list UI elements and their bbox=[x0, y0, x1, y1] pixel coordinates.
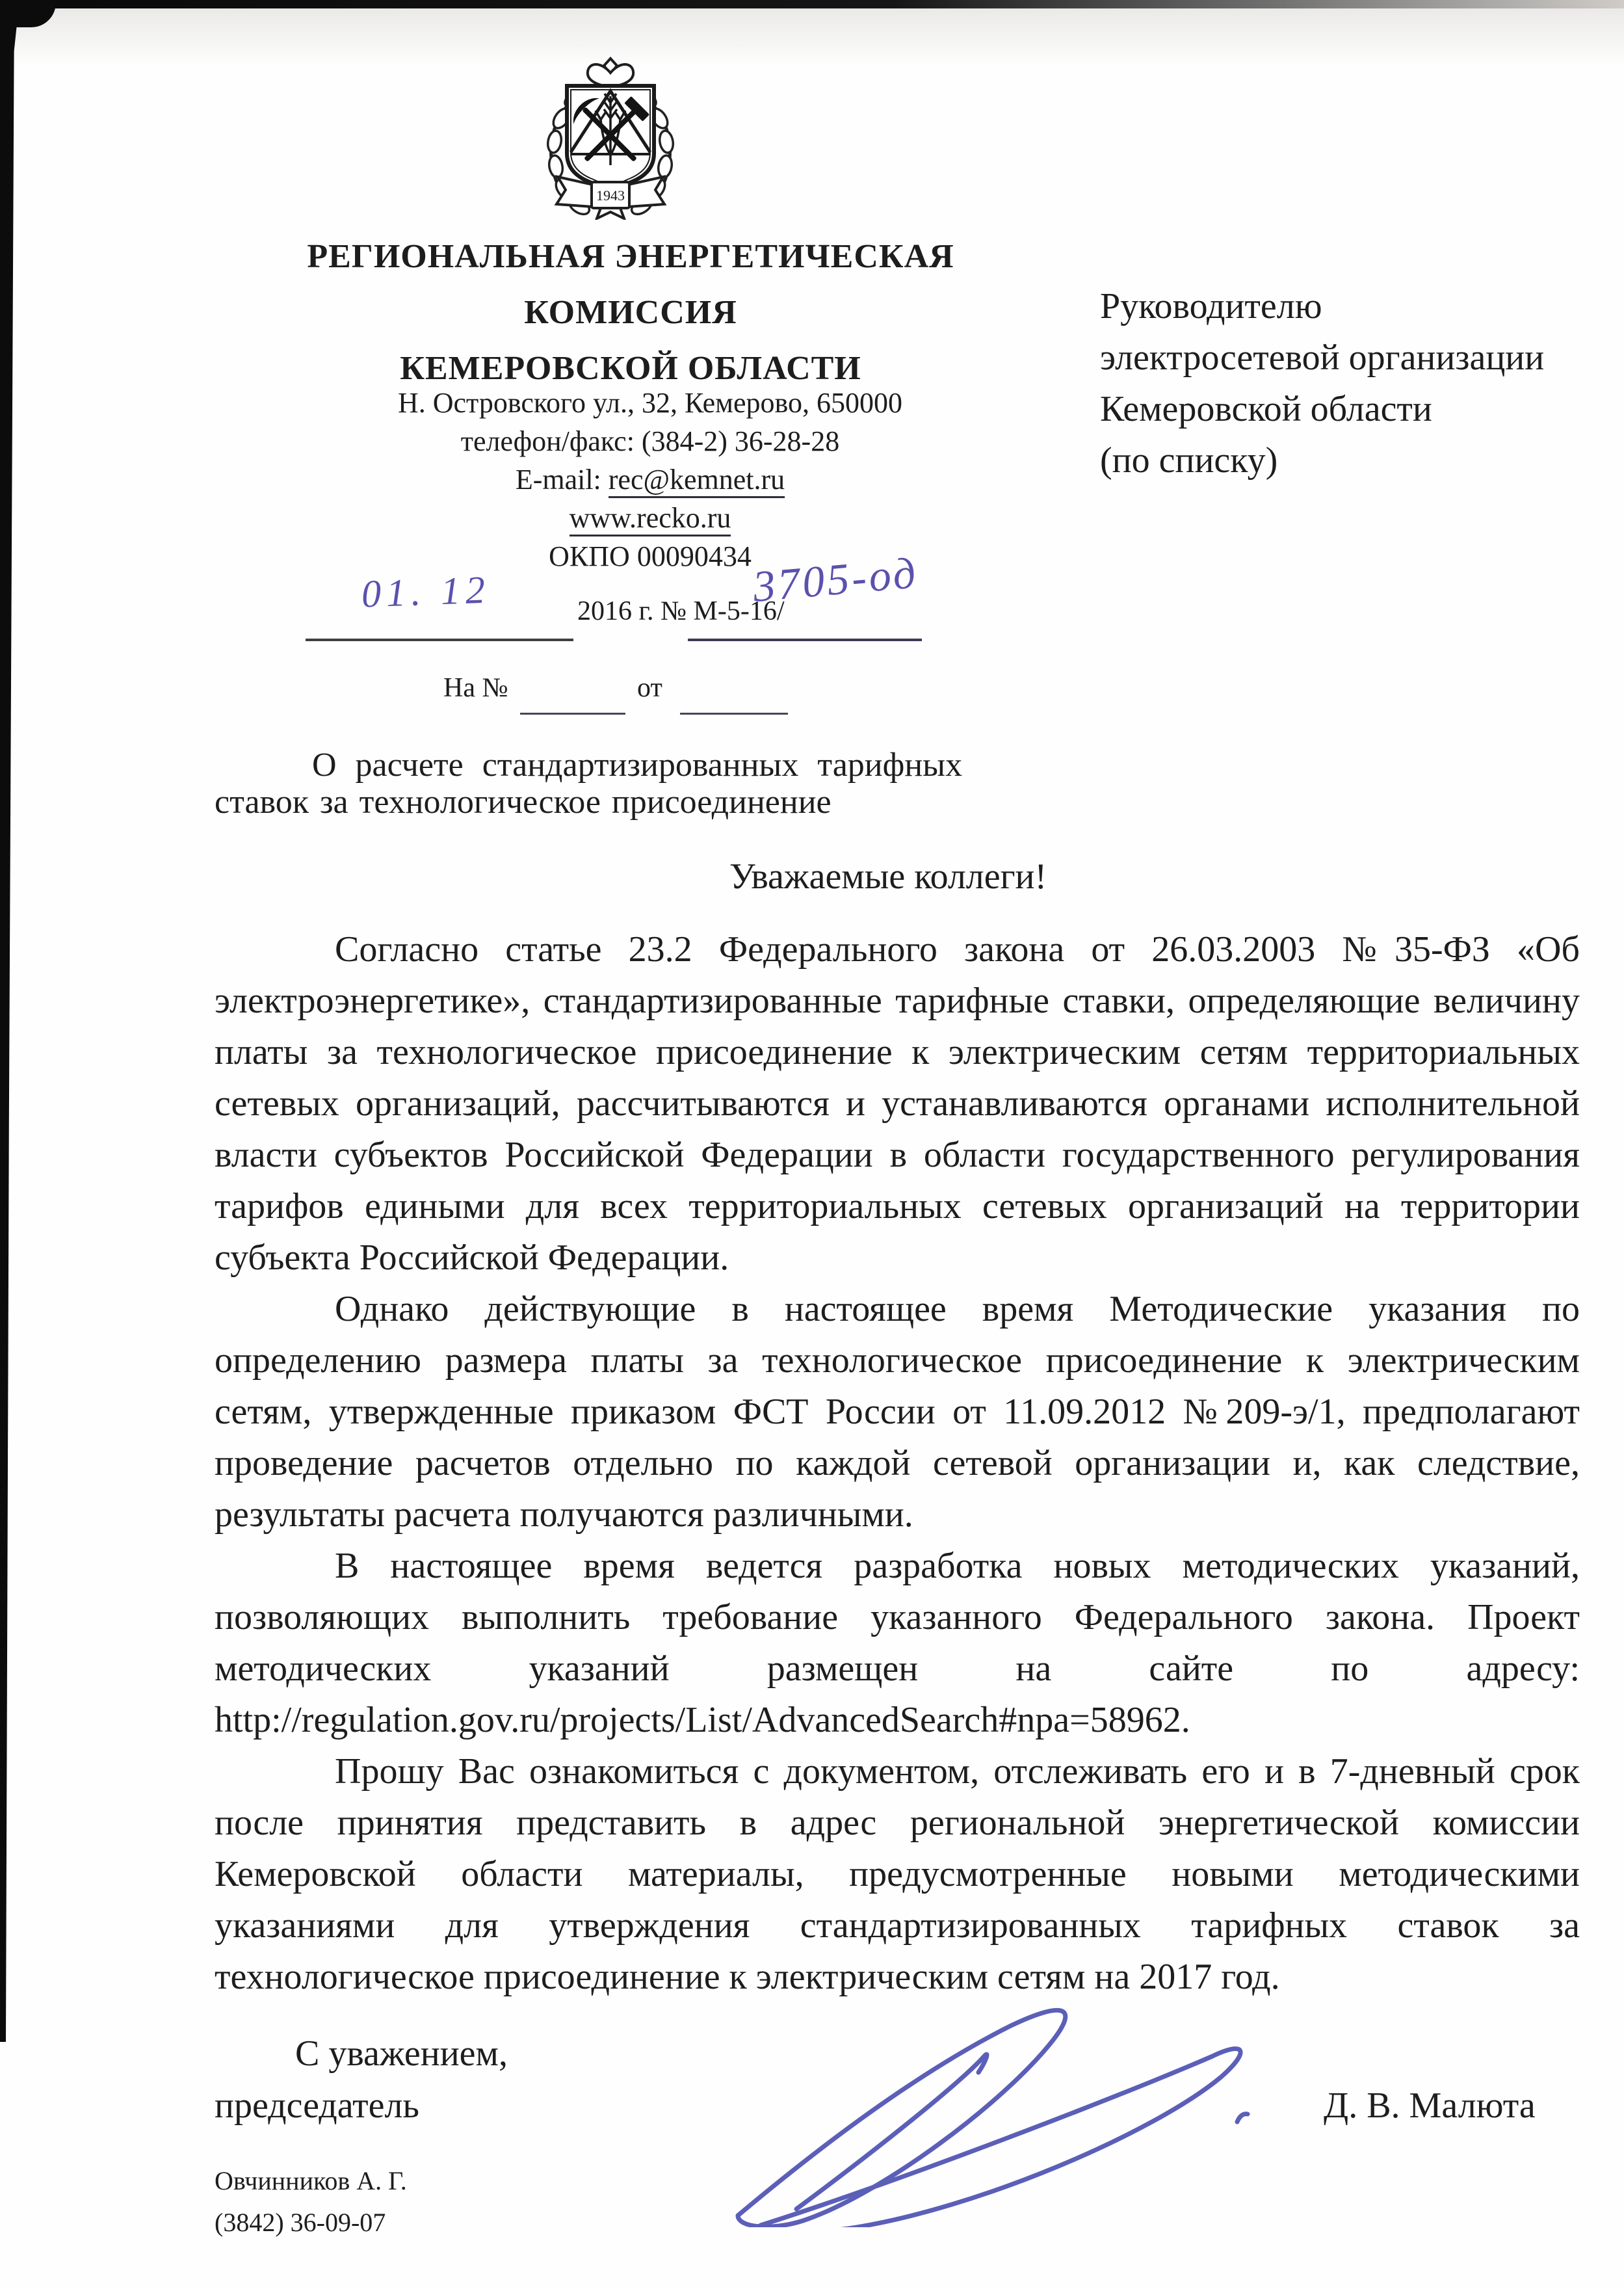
handwritten-number: 3705-од bbox=[751, 548, 920, 611]
emblem-year: 1943 bbox=[596, 187, 625, 204]
scan-artifact-left-edge bbox=[0, 0, 20, 2042]
email-link: rec@kemnet.ru bbox=[609, 464, 785, 498]
salutation: Уважаемые коллеги! bbox=[729, 856, 1047, 897]
handwritten-date: 01. 12 bbox=[360, 568, 491, 616]
recipient-line: Кемеровской области bbox=[1100, 389, 1432, 429]
date-blank-line bbox=[306, 639, 573, 641]
org-name-line: РЕГИОНАЛЬНАЯ ЭНЕРГЕТИЧЕСКАЯ bbox=[307, 238, 954, 275]
body-paragraph: В настоящее время ведется разработка новых методических указаний, позволяющих выполнить требование указанного Федерального закона. Проект методических указаний размещен на сайте по адресу: http://regulation.gov.ru/projects/List/AdvancedSearch#npa=58962. bbox=[215, 1546, 1580, 1740]
body-paragraph: Однако действующие в настоящее время Методические указания по определению размера платы за технологическое присоединение к электрическим сетям, утвержденные приказом ФСТ России от 11.09.2012 №209-э/1, предполагают проведение расчетов отдельно по каждой сетевой организации и, как следствие, результаты расчета получаются различными. bbox=[215, 1289, 1580, 1535]
reply-number-blank-line bbox=[520, 713, 625, 715]
org-address: Н. Островского ул., 32, Кемерово, 650000 bbox=[397, 387, 903, 419]
signer-name: Д. В. Малюта bbox=[1324, 2085, 1536, 2126]
org-phone: телефон/факс: (384-2) 36-28-28 bbox=[460, 425, 840, 457]
website-link: www.recko.ru bbox=[570, 502, 731, 536]
recipient-line: Руководителю bbox=[1100, 286, 1322, 326]
subject-line-1: О расчете стандартизированных тарифных bbox=[312, 747, 963, 784]
body-paragraph: Прошу Вас ознакомиться с документом, отслеживать его и в 7-дневный срок после принятия представить в адрес региональной энергетической комиссии Кемеровской области материалы, предусмотренные новыми методическими указаниями для утверждения стандартизированных тарифных ставок за технологическое присоединение к электрическим сетям на 2017 год. bbox=[215, 1751, 1580, 1997]
org-name-line: КЕМЕРОВСКОЙ ОБЛАСТИ bbox=[400, 350, 861, 387]
scan-artifact-top-edge bbox=[0, 0, 1624, 8]
executor-name: Овчинников А. Г. bbox=[215, 2166, 407, 2195]
org-okpo: ОКПО 00090434 bbox=[549, 540, 752, 572]
signature-scribble bbox=[699, 2000, 1258, 2227]
org-website-line bbox=[299, 499, 1001, 537]
org-email-line bbox=[299, 460, 1001, 499]
email-label: E-mail: bbox=[515, 464, 601, 496]
body-paragraph: Согласно статье 23.2 Федерального закона от 26.03.2003 №35-ФЗ «Об электроэнергетике», стандартизированные тарифные ставки, определяющие величину платы за технологическое присоединение к электрическим сетям территориальных сетевых организаций, рассчитываются и устанавливаются органами исполнительной власти субъектов Российской Федерации в области государственного регулирования тарифов едиными для всех территориальных сетевых организаций на территории субъекта Российской Федерации. bbox=[215, 929, 1580, 1278]
subject-line-2: ставок за технологическое присоединение bbox=[215, 784, 832, 821]
document-number-prefix: 2016 г. № М-5-16/ bbox=[577, 596, 785, 626]
number-blank-line bbox=[688, 639, 922, 641]
recipient-block bbox=[1100, 281, 1607, 486]
closing-title: председатель bbox=[215, 2085, 419, 2126]
emblem-crown bbox=[588, 59, 633, 86]
executor-block bbox=[215, 2160, 407, 2243]
coat-of-arms-kemerovo-icon bbox=[538, 56, 683, 220]
executor-phone: (3842) 36-09-07 bbox=[215, 2208, 386, 2237]
scan-artifact-top-shade bbox=[0, 8, 1624, 67]
reply-ref-label: На № bbox=[443, 673, 508, 703]
reply-date-blank-line bbox=[680, 713, 788, 715]
recipient-line: электросетевой организации bbox=[1100, 337, 1545, 378]
org-name-line: КОМИССИЯ bbox=[524, 294, 737, 331]
org-name bbox=[273, 229, 988, 397]
subject-block bbox=[215, 747, 1034, 821]
letter-body bbox=[215, 924, 1580, 2003]
closing-regards: С уважением, bbox=[295, 2033, 508, 2074]
recipient-line: (по списку) bbox=[1100, 440, 1278, 481]
reply-date-label: от bbox=[637, 673, 662, 703]
org-contact-block bbox=[299, 384, 1001, 576]
